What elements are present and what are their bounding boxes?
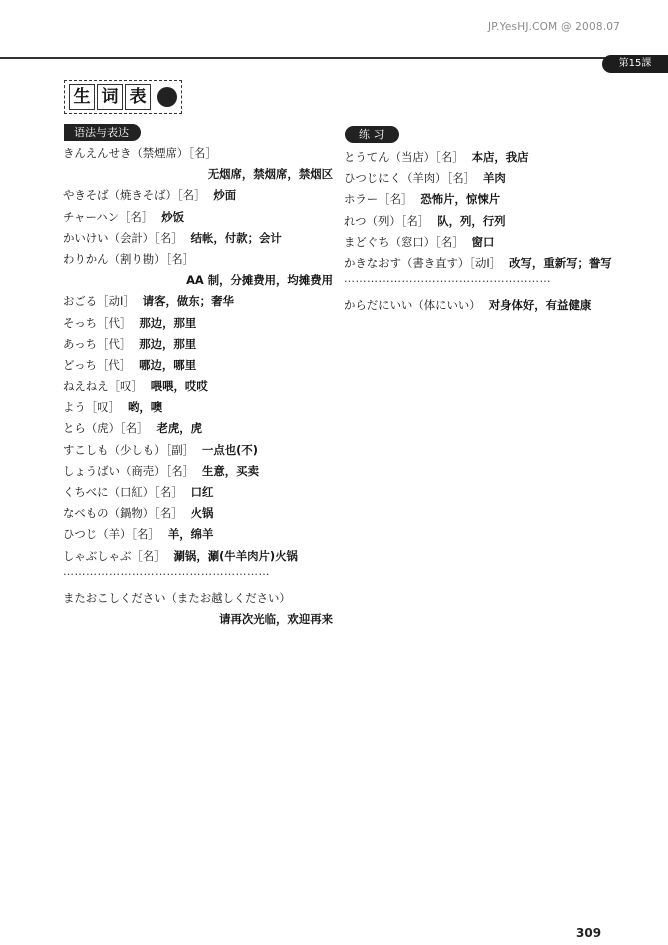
vocab-entry [63, 546, 333, 567]
vocab-word: わりかん（割り勘）［名］ [63, 251, 194, 266]
vocab-meaning: 炒面 [213, 188, 237, 203]
vocab-word: おごる［动Ⅰ］ [63, 294, 135, 309]
vocab-entry [63, 355, 333, 376]
separator: ……………………………………………… [344, 274, 551, 286]
vocab-entry [63, 334, 333, 355]
vocab-meaning: 本店，我店 [471, 150, 529, 164]
vocab-word: よう［叹］ [63, 400, 120, 415]
vocab-word: きんえんせき（禁煙席）［名］ [63, 146, 217, 160]
vocab-word: あっち［代］ [63, 336, 132, 351]
vocab-entry [63, 440, 333, 461]
vocab-word: くちべに（口紅）［名］ [63, 485, 183, 499]
separator: ……………………………………………… [63, 566, 270, 578]
right-entry-list [344, 147, 612, 274]
vocab-meaning: 老虎，虎 [156, 421, 203, 436]
vocab-entry [63, 291, 333, 312]
vocab-meaning: 火锅 [190, 506, 214, 521]
closing-meaning: 对身体好，有益健康 [488, 298, 592, 313]
closing-word: からだにいい（体にいい） [344, 298, 481, 313]
vocab-title-char: 词 [97, 84, 123, 110]
vocab-entry [63, 376, 333, 397]
vocab-entry [63, 143, 333, 164]
vocab-entry [63, 228, 333, 249]
header-rule [0, 57, 610, 59]
vocab-word: しゃぶしゃぶ［名］ [63, 548, 166, 563]
vocab-meaning: 那边，那里 [139, 336, 197, 351]
vocab-word: ホラー［名］ [344, 192, 413, 207]
vocab-title [64, 80, 182, 114]
section-label-practice: 练 习 [345, 126, 399, 143]
vocab-entry [63, 249, 333, 270]
vocab-word: すこしも（少しも）［副］ [63, 442, 194, 457]
vocab-meaning: 一点也(不) [202, 442, 258, 457]
vocab-meaning: 涮锅，涮(牛羊肉片)火锅 [173, 548, 298, 563]
vocab-word: ひつじにく（羊肉）［名］ [344, 171, 475, 186]
left-column [63, 143, 333, 630]
vocab-entry [63, 503, 333, 524]
vocab-meaning: 羊肉 [483, 171, 506, 186]
vocab-meaning: 结帐，付款；会计 [190, 230, 282, 245]
vocab-entry [63, 524, 333, 545]
vocab-meaning: 恐怖片，惊悚片 [420, 192, 501, 207]
vocab-entry [344, 168, 609, 189]
vocab-entry [63, 461, 333, 482]
vocab-meaning: 喂喂，哎哎 [150, 379, 208, 394]
page-number: 309 [576, 926, 602, 940]
vocab-meaning: 口红 [190, 485, 214, 499]
vocab-title-icon [157, 87, 177, 107]
vocab-word: とら（虎）［名］ [63, 421, 149, 436]
vocab-meaning: AA 制，分摊费用，均摊费用 [186, 273, 333, 288]
vocab-meaning: 改写，重新写；誊写 [509, 255, 612, 270]
vocab-entry [344, 147, 609, 168]
vocab-word: どっち［代］ [63, 357, 132, 372]
vocab-entry [63, 185, 333, 206]
vocab-meaning: 那边，那里 [139, 315, 197, 330]
vocab-entry [63, 418, 333, 439]
vocab-entry [63, 313, 333, 334]
vocab-title-char: 生 [69, 84, 95, 110]
vocab-entry [63, 207, 333, 228]
right-column [344, 147, 612, 316]
vocab-word: ひつじ（羊）［名］ [63, 527, 160, 542]
left-entry-list [63, 143, 333, 567]
vocab-word: しょうばい（商売）［名］ [63, 463, 194, 478]
vocab-word: かいけい（会計）［名］ [63, 230, 183, 245]
vocab-word: そっち［代］ [63, 315, 132, 330]
vocab-meaning: 队，列，行列 [437, 213, 506, 228]
vocab-entry [63, 164, 333, 185]
vocab-word: まどぐち（窓口）［名］ [344, 234, 464, 249]
vocab-meaning: 无烟席，禁烟席，禁烟区 [207, 167, 333, 182]
vocab-meaning: 哟，噢 [127, 400, 163, 415]
vocab-entry [344, 211, 609, 232]
vocab-word: かきなおす（書き直す）［动Ⅰ］ [344, 255, 502, 270]
closing-meaning-row [63, 609, 333, 630]
closing-word: またおこしください（またお越しください） [63, 590, 291, 605]
vocab-title-char: 表 [125, 84, 151, 110]
vocab-entry [344, 253, 612, 274]
section-label-grammar: 语法与表达 [64, 124, 141, 141]
vocab-meaning: 炒饭 [161, 209, 185, 224]
vocab-meaning: 请客，做东；奢华 [142, 294, 234, 309]
vocab-entry [63, 270, 333, 291]
vocab-word: れつ（列）［名］ [344, 213, 430, 228]
vocab-word: チャーハン［名］ [63, 209, 154, 224]
vocab-word: なべもの（鍋物）［名］ [63, 506, 183, 521]
lesson-tab: 第15課 [602, 55, 668, 73]
vocab-meaning: 羊，绵羊 [167, 527, 214, 542]
vocab-entry [344, 232, 609, 253]
vocab-word: やきそば（焼きそば）［名］ [63, 188, 206, 203]
closing-meaning: 请再次光临，欢迎再来 [219, 611, 333, 626]
vocab-entry [63, 482, 333, 503]
vocab-entry [63, 397, 333, 418]
vocab-meaning: 生意，买卖 [202, 463, 259, 478]
vocab-meaning: 哪边，哪里 [139, 357, 197, 372]
vocab-meaning: 窗口 [471, 234, 495, 249]
closing-row [344, 295, 609, 316]
watermark: JP.YesHJ.COM @ 2008.07 [487, 21, 620, 33]
vocab-entry [344, 189, 609, 210]
vocab-word: ねえねえ［叹］ [63, 379, 143, 394]
vocab-word: とうてん（当店）［名］ [344, 150, 464, 164]
